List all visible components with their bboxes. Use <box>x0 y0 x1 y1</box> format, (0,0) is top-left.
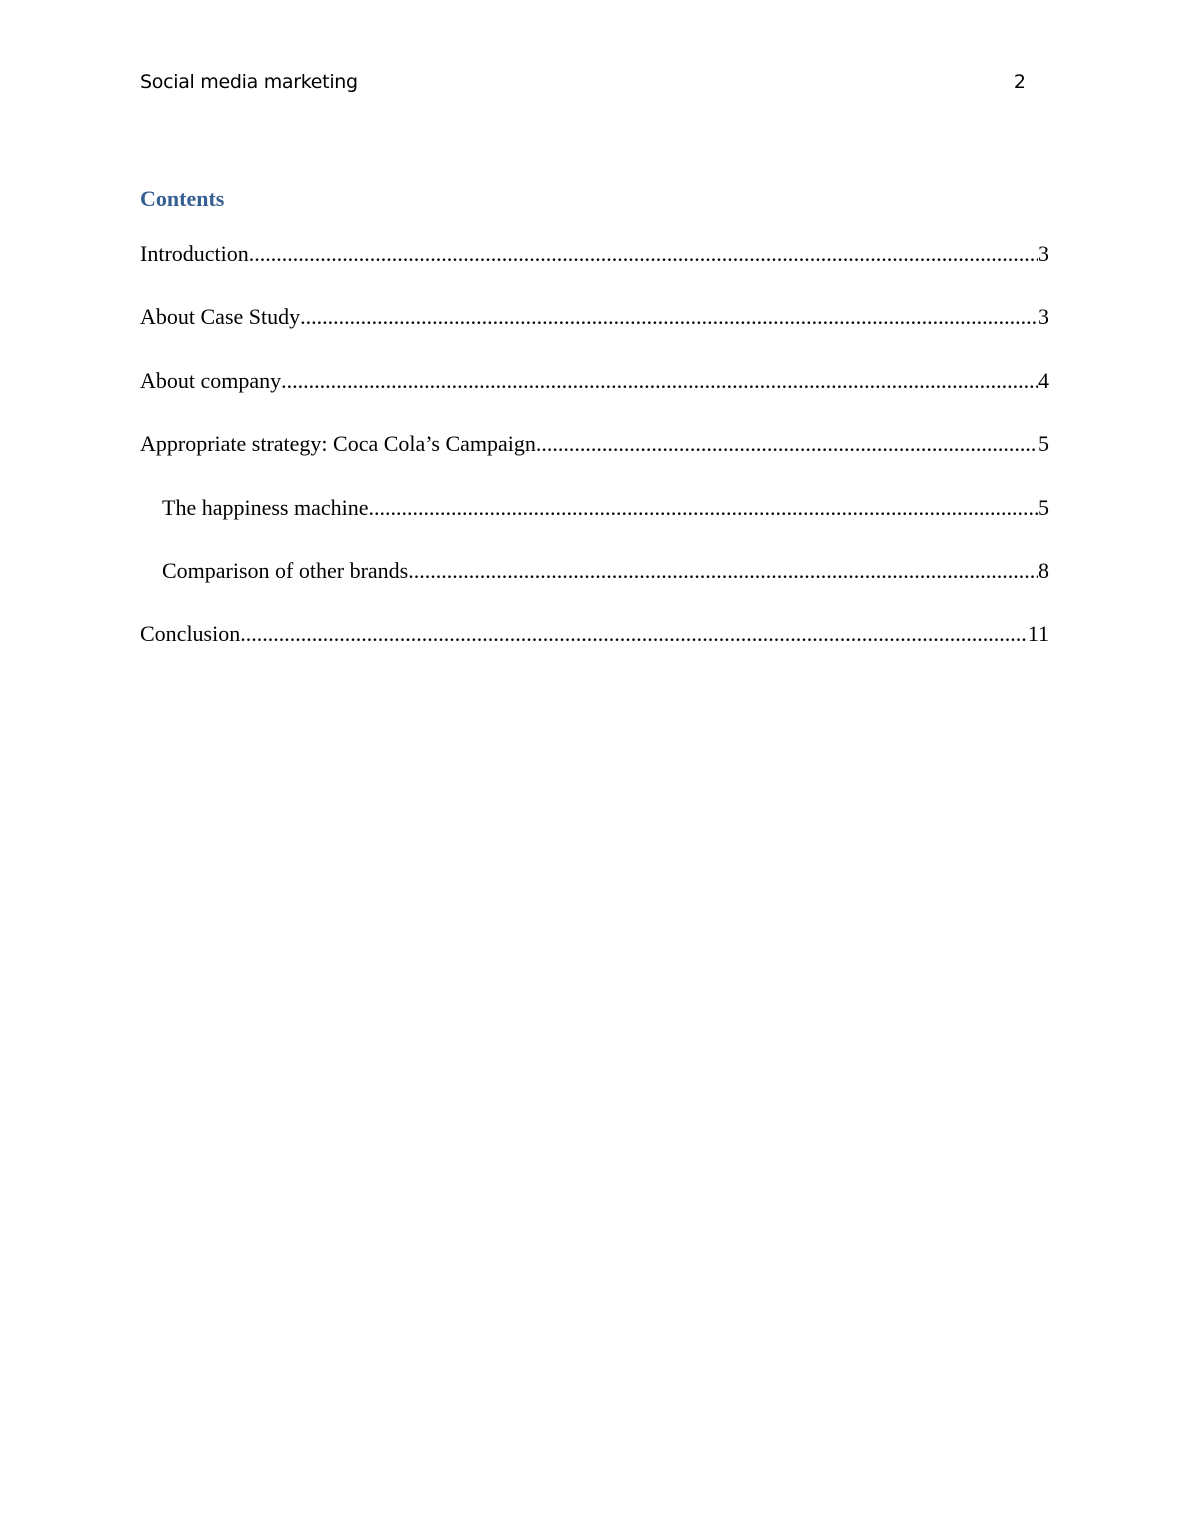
toc-entry-label: Conclusion <box>140 621 241 647</box>
toc-entry-label: Appropriate strategy: Coca Cola’s Campaign <box>140 431 536 457</box>
toc-entry-page: 5 <box>1038 431 1049 457</box>
toc-entry-page: 4 <box>1038 367 1049 393</box>
dot-leader <box>249 240 1038 268</box>
toc-entry-label: The happiness machine <box>162 494 369 520</box>
toc-entry-label: About Case Study <box>140 304 301 330</box>
dot-leader <box>240 620 1028 648</box>
toc-entry-label: Introduction <box>140 241 249 266</box>
toc-entry-page: 3 <box>1038 304 1049 330</box>
toc-entry-label: Comparison of other brands <box>162 557 409 583</box>
toc-entry-about-case-study[interactable] <box>140 303 1049 366</box>
toc-heading: Contents <box>140 186 225 211</box>
page-number: 2 <box>1013 71 1026 93</box>
toc-entry-label: About company <box>140 367 282 393</box>
toc-entry-page: 8 <box>1038 557 1049 583</box>
dot-leader <box>408 557 1038 585</box>
running-header <box>140 71 1026 97</box>
toc-entry-page: 5 <box>1038 494 1049 520</box>
dot-leader <box>369 494 1039 522</box>
toc-entry-introduction[interactable] <box>140 240 1049 303</box>
dot-leader <box>300 303 1038 331</box>
toc-entry-happiness-machine[interactable] <box>140 494 1049 557</box>
toc-entry-appropriate-strategy[interactable] <box>140 430 1049 493</box>
dot-leader <box>281 367 1038 395</box>
table-of-contents <box>140 240 1049 684</box>
toc-entry-page: 3 <box>1038 241 1049 266</box>
toc-entry-conclusion[interactable] <box>140 620 1049 683</box>
toc-entry-comparison-of-brands[interactable] <box>140 557 1049 620</box>
dot-leader <box>536 430 1038 458</box>
toc-entry-about-company[interactable] <box>140 367 1049 430</box>
toc-entry-page: 11 <box>1027 621 1049 647</box>
running-title: Social media marketing <box>140 71 358 93</box>
